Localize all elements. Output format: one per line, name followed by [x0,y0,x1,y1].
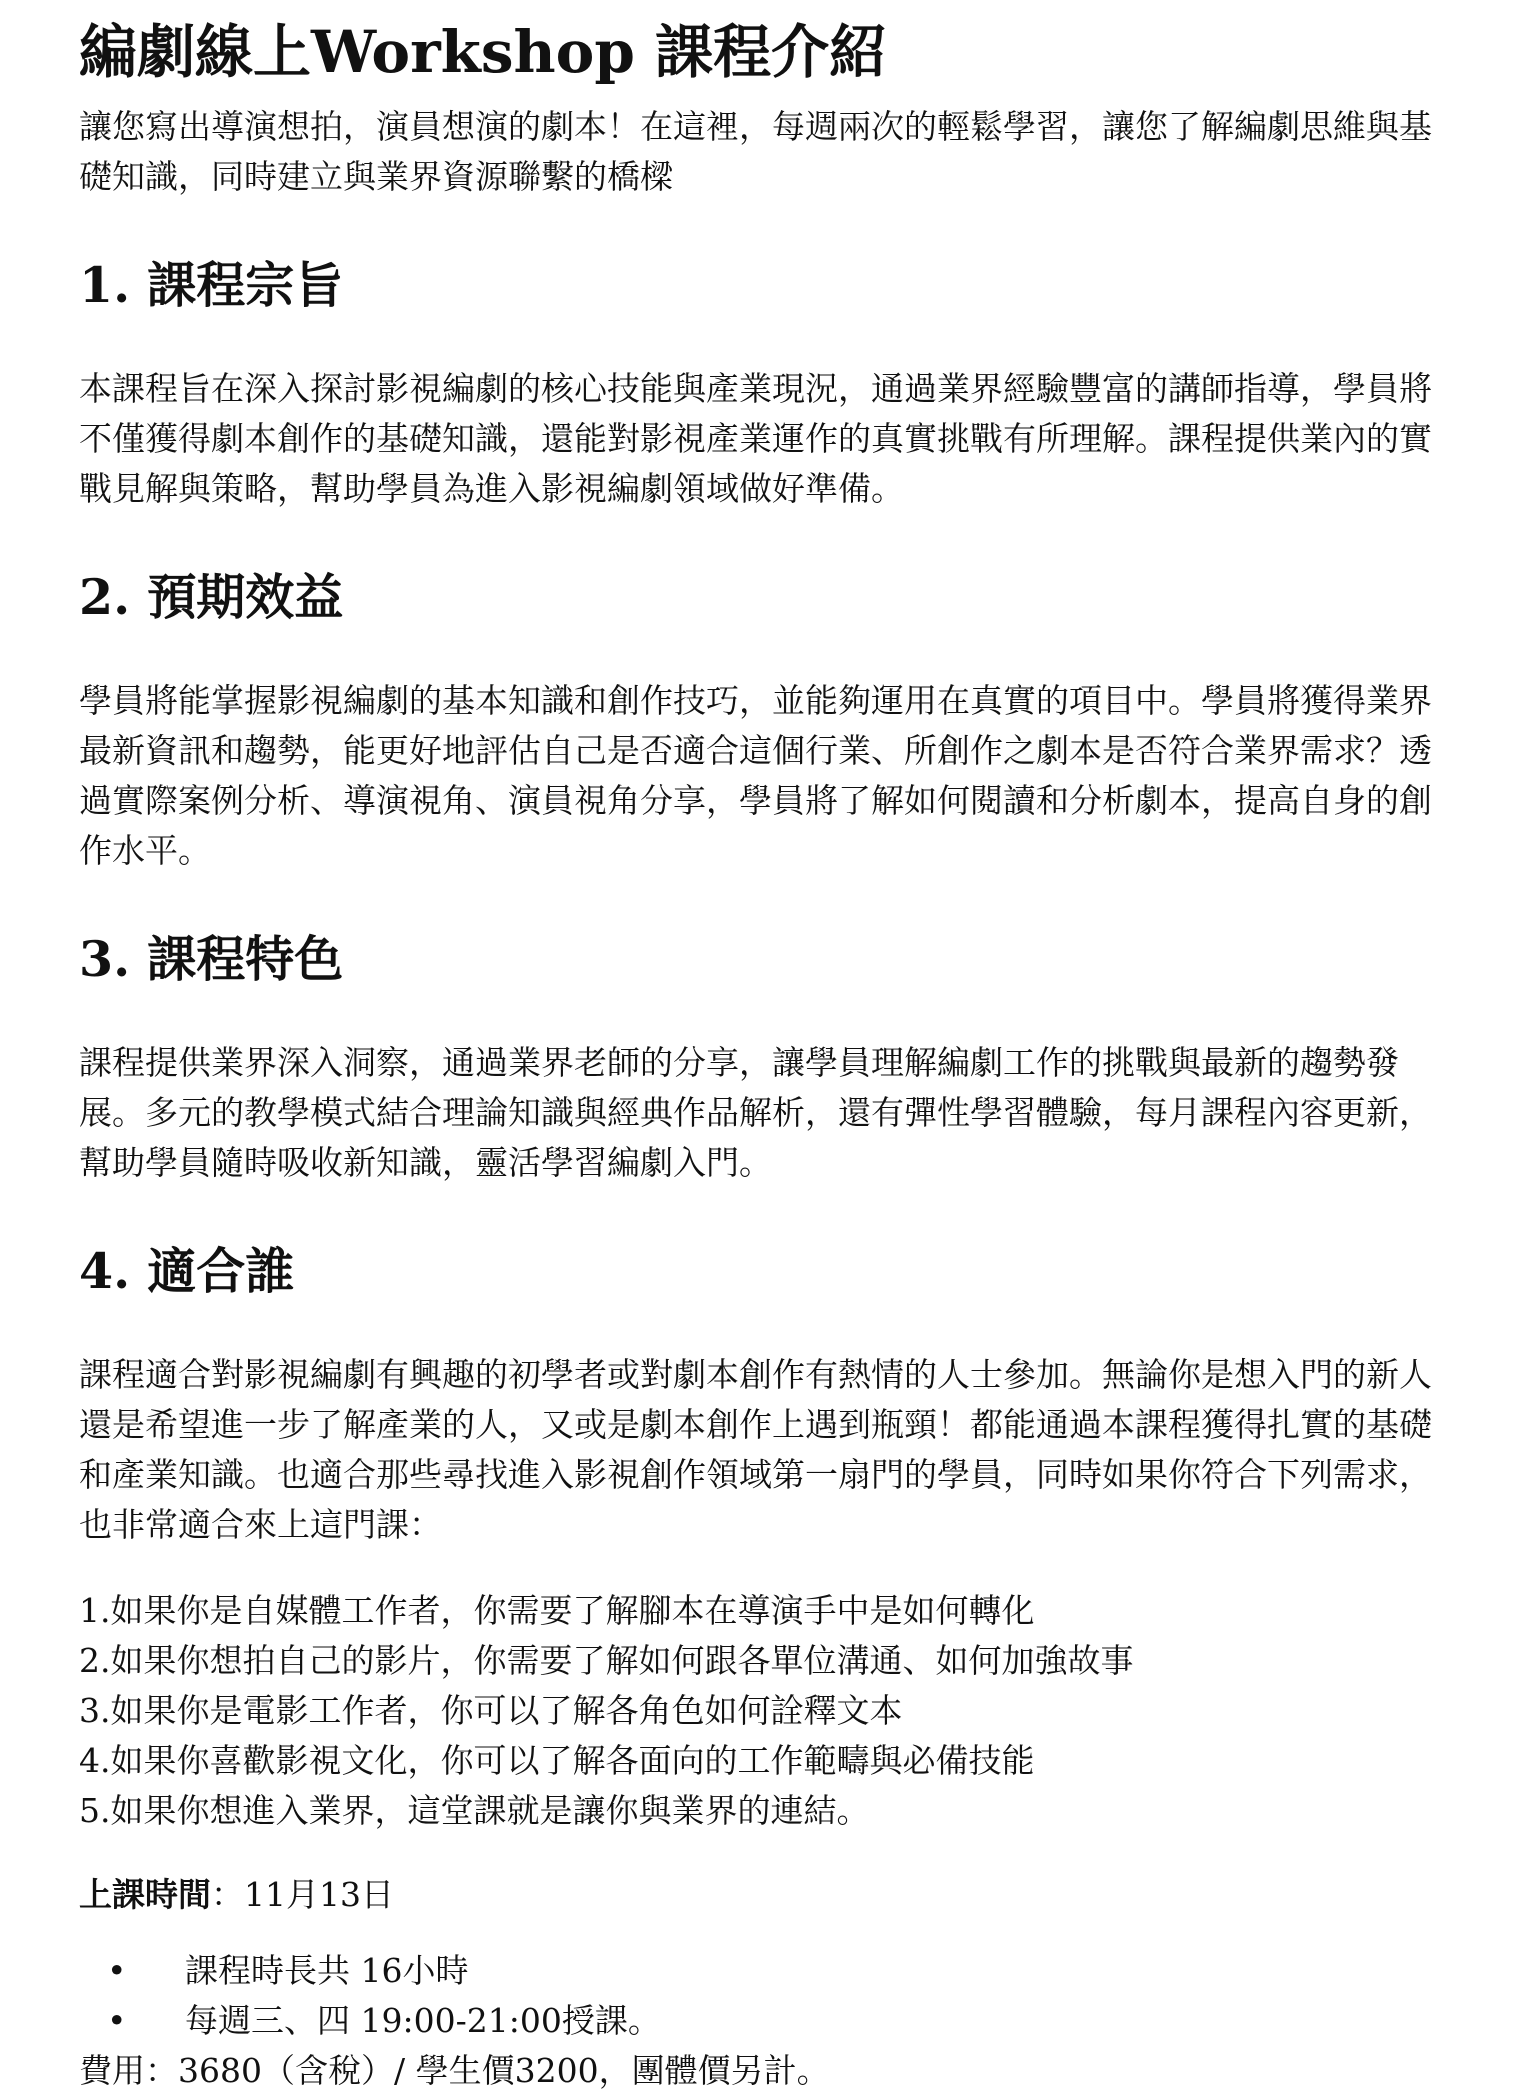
list-item: 1.如果你是自媒體工作者，你需要了解腳本在導演手中是如何轉化 [79,1591,1035,1630]
section-body-audience: 課程適合對影視編劇有興趣的初學者或對劇本創作有熱情的人士參加。無論你是想入門的新人還是希望進一步了解產業的人，又或是劇本創作上遇到瓶頸！都能通過本課程獲得扎實的基礎和產業知識。也適合那些尋找進入影視創作領域第一扇門的學員，同時如果你符合下列需求，也非常適合來上這門課： [79,1355,1432,1544]
schedule-date: 11月13日 [244,1875,394,1914]
list-item [79,1946,1459,1996]
bullet-text: 課程時長共 16小時 [185,1951,469,1990]
section-body-purpose: 本課程旨在深入探討影視編劇的核心技能與產業現況，通過業界經驗豐富的講師指導，學員將不僅獲得劇本創作的基礎知識，還能對影視產業運作的真實挑戰有所理解。課程提供業內的實戰見解與策略，幫助學員為進入影視編劇領域做好準備。 [79,369,1432,508]
audience-list [79,1586,1459,1836]
schedule-line [79,1870,1459,1920]
section-heading-features: 3. 課程特色 [79,930,344,988]
section-heading-purpose: 1. 課程宗旨 [79,256,344,314]
list-item: 2.如果你想拍自己的影片，你需要了解如何跟各單位溝通、如何加強故事 [79,1641,1134,1680]
intro-paragraph: 讓您寫出導演想拍，演員想演的劇本！在這裡，每週兩次的輕鬆學習，讓您了解編劇思維與基礎知識，同時建立與業界資源聯繫的橋樑 [79,107,1432,196]
section-body-features: 課程提供業界深入洞察，通過業界老師的分享，讓學員理解編劇工作的挑戰與最新的趨勢發展。多元的教學模式結合理論知識與經典作品解析，還有彈性學習體驗，每月課程內容更新，幫助學員隨時吸收新知識，靈活學習編劇入門。 [79,1043,1432,1182]
document-title: 編劇線上Workshop 課程介紹 [79,18,888,86]
section-heading-audience: 4. 適合誰 [79,1242,295,1300]
list-item: 3.如果你是電影工作者，你可以了解各角色如何詮釋文本 [79,1691,903,1730]
fee-line: 費用：3680（含稅）/ 學生價3200，團體價另計。 [79,2051,830,2090]
bullet-icon: • [107,2001,127,2040]
bullet-icon: • [107,1951,127,1990]
bullet-text: 每週三、四 19:00-21:00授課。 [185,2001,661,2040]
schedule-separator: ： [211,1875,244,1914]
list-item: 5.如果你想進入業界，這堂課就是讓你與業界的連結。 [79,1791,870,1830]
schedule-bullets [79,1946,1459,2046]
schedule-label: 上課時間 [79,1875,211,1914]
section-heading-benefits: 2. 預期效益 [79,568,344,626]
list-item [79,1996,1459,2046]
section-body-benefits: 學員將能掌握影視編劇的基本知識和創作技巧，並能夠運用在真實的項目中。學員將獲得業界最新資訊和趨勢，能更好地評估自己是否適合這個行業、所創作之劇本是否符合業界需求？透過實際案例分析、導演視角、演員視角分享，學員將了解如何閱讀和分析劇本，提高自身的創作水平。 [79,681,1432,870]
list-item: 4.如果你喜歡影視文化，你可以了解各面向的工作範疇與必備技能 [79,1741,1035,1780]
document-page [79,12,1459,2096]
